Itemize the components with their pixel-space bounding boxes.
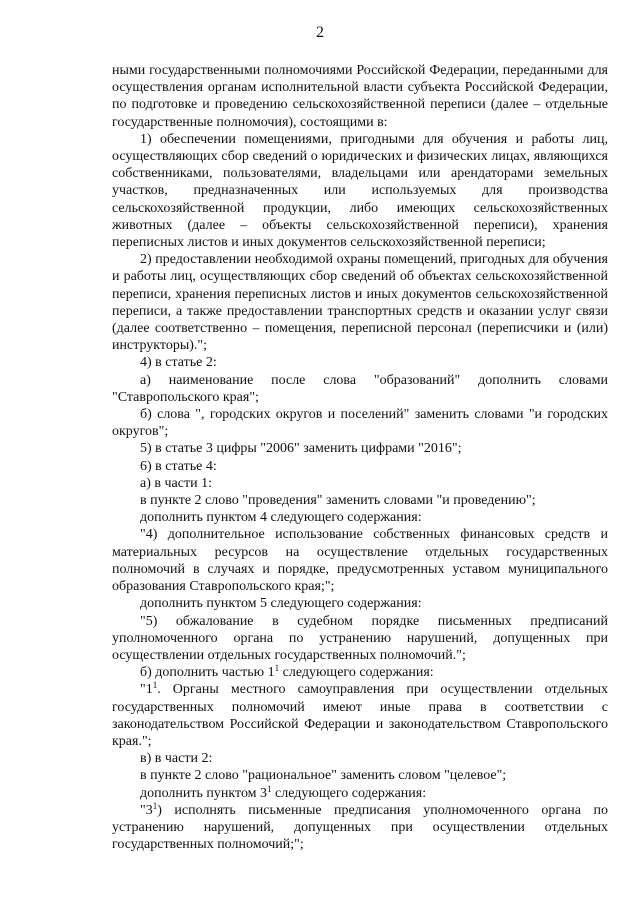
paragraph: а) наименование после слова "образований" дополнить словами "Ставропольского края"; xyxy=(112,372,608,405)
paragraph: в) в части 2: xyxy=(140,751,213,767)
superscript: 1 xyxy=(152,680,158,691)
paragraph-text: ) исполнять письменные предписания уполномоченного органа по устранению нарушений, допущенных при осуществлении отдельных государственных полномочий;"; xyxy=(112,802,608,853)
paragraph: а) в части 1: xyxy=(140,475,212,491)
paragraph: дополнить пунктом 5 следующего содержания: xyxy=(140,596,422,612)
paragraph xyxy=(112,785,608,802)
paragraph: 4) в статье 2: xyxy=(140,355,217,371)
paragraph-text: следующего содержания: xyxy=(271,785,427,801)
superscript: 1 xyxy=(274,663,280,674)
paragraph-text: "1 xyxy=(140,682,153,698)
page-number: 2 xyxy=(316,24,324,41)
paragraph-text: следующего содержания: xyxy=(279,665,434,681)
superscript: 1 xyxy=(267,783,272,794)
paragraph xyxy=(112,664,608,681)
paragraph-text: "3 xyxy=(140,802,153,818)
paragraph: "5) обжалование в судебном порядке письменных предписаний уполномоченного органа по устранению нарушений, допущенных при осуществлении отдельных государственных полномочий."; xyxy=(112,613,608,663)
paragraph: 2) предоставлении необходимой охраны помещений, пригодных для обучения и работы лиц, осуществляющих сбор сведений об объектах сельскохозяйственной переписи, хранения переписных листов и иных документов сельскохозяйственной переписи, а также предоставлении транспортных средств и оказании услуг связи (далее соответственно – помещения, переписной персонал (переписчики и (или) инструкторы)."; xyxy=(112,252,608,354)
paragraph: 1) обеспечении помещениями, пригодными для обучения и работы лиц, осуществляющих сбор сведений о юридических и физических лицах, являющихся собственниками, пользователями, владельцами или арендаторами земельных участков, предназначенных или используемых для производства сельскохозяйственной продукции, либо имеющих сельскохозяйственных животных (далее – объекты сельскохозяйственной переписи), хранения переписных листов и иных документов сельскохозяйственной переписи; xyxy=(112,131,608,251)
paragraph-text: дополнить пунктом 3 xyxy=(140,785,268,801)
paragraph: в пункте 2 слово "рациональное" заменить словом "целевое"; xyxy=(140,768,507,784)
paragraph-text: б) дополнить частью 1 xyxy=(140,665,275,681)
paragraph: в пункте 2 слово "проведения" заменить словами "и проведению"; xyxy=(140,493,536,509)
paragraph: дополнить пунктом 4 следующего содержания: xyxy=(140,510,422,526)
superscript: 1 xyxy=(152,800,158,811)
paragraph xyxy=(112,681,608,750)
document-body xyxy=(112,62,608,853)
paragraph-text: . Органы местного самоуправления при осуществлении отдельных государственных полномочий имеют иные права в соответствии с законодательством Российской Федерации и законодательством Ставропольского края."; xyxy=(112,682,608,749)
paragraph: 6) в статье 4: xyxy=(140,458,217,474)
paragraph: 5) в статье 3 цифры "2006" заменить цифрами "2016"; xyxy=(140,441,462,457)
paragraph: б) слова ", городских округов и поселений" заменить словами "и городских округов"; xyxy=(112,407,608,440)
paragraph: ными государственными полномочиями Российской Федерации, переданными для осуществления органам исполнительной власти субъекта Российской Федерации, по подготовке и проведению сельскохозяйственной переписи (далее – отдельные государственные полномочия), состоящими в: xyxy=(112,63,608,130)
paragraph: "4) дополнительное использование собственных финансовых средств и материальных ресурсов на осуществление отдельных государственных полномочий в случаях и порядке, предусмотренных уставом муниципального образования Ставропольского края;"; xyxy=(112,527,608,595)
paragraph xyxy=(112,802,608,854)
